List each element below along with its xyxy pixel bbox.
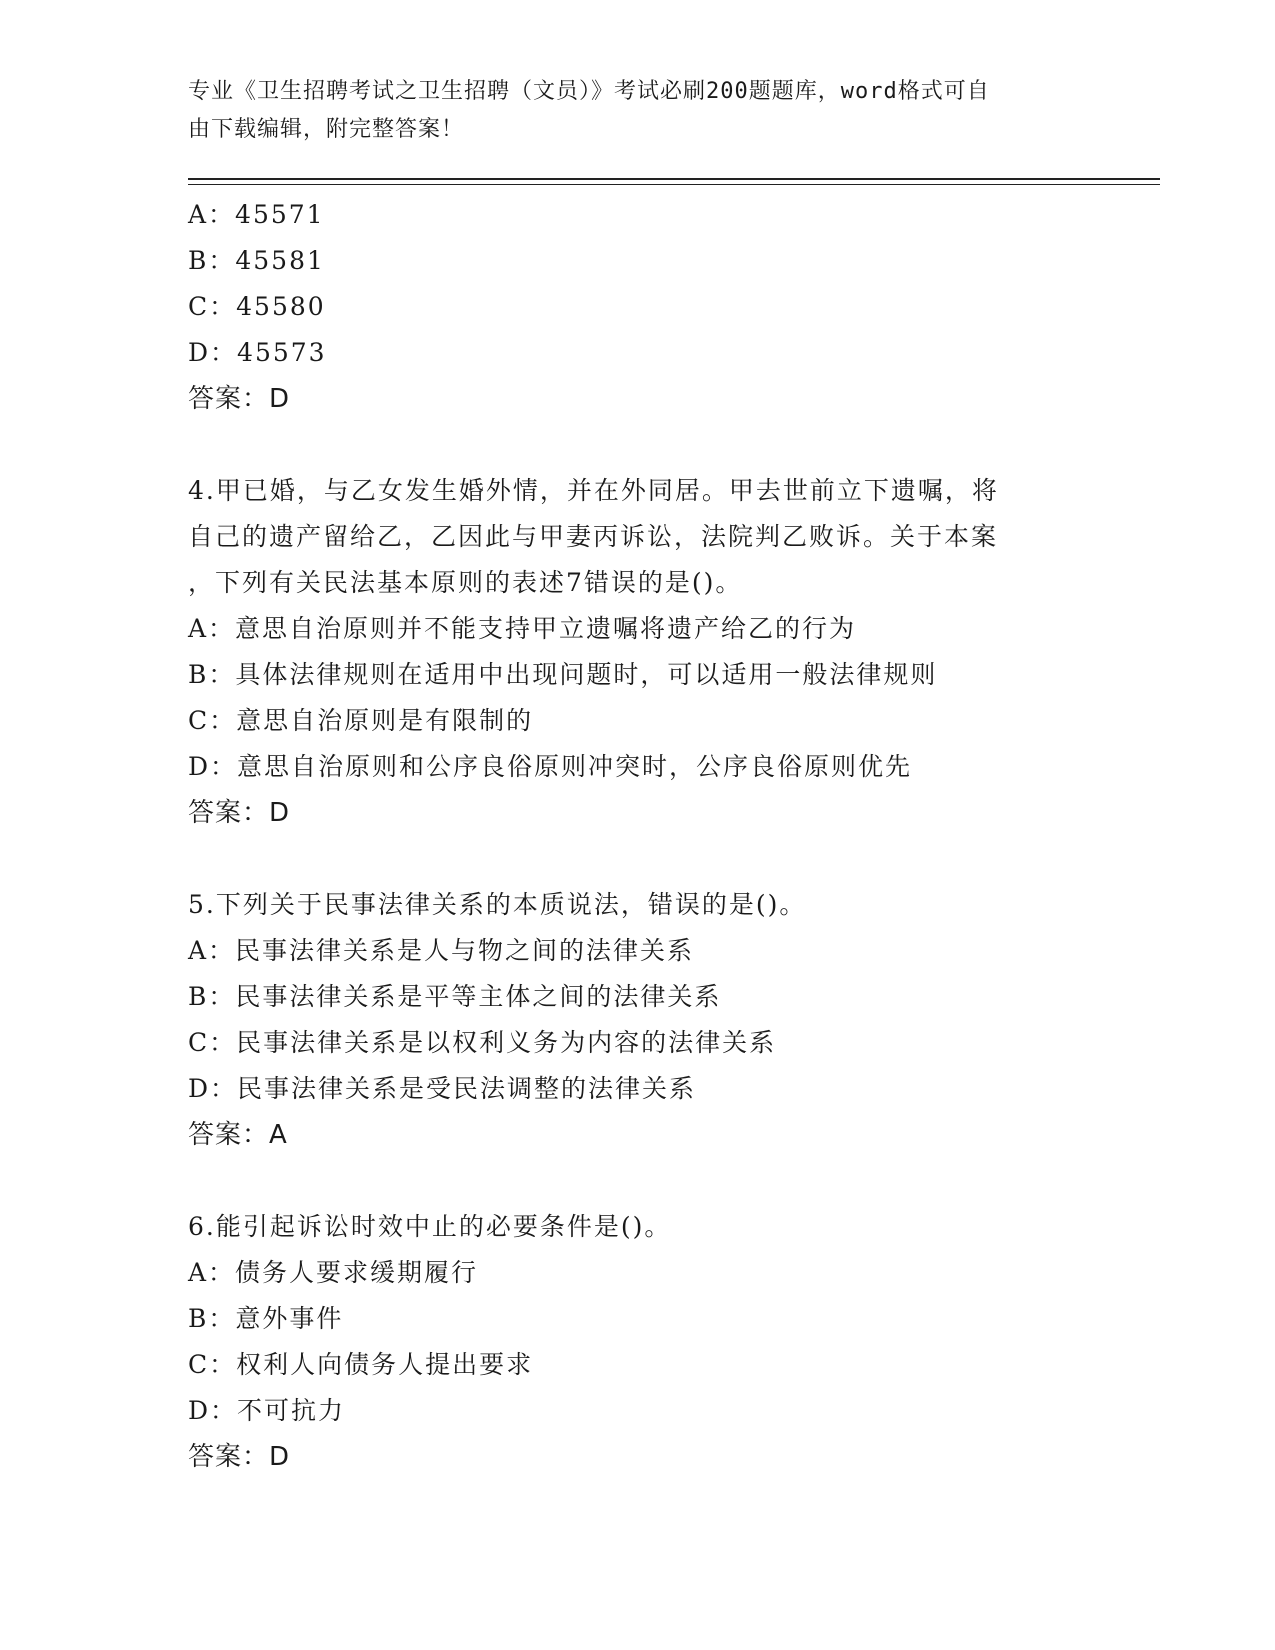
document-body [188, 192, 1088, 1480]
option-d: D：不可抗力 [188, 1396, 346, 1425]
answer: 答案：D [188, 384, 291, 414]
option-d: D：民事法律关系是受民法调整的法律关系 [188, 1074, 697, 1103]
option-b: B：民事法律关系是平等主体之间的法律关系 [188, 982, 722, 1011]
option-a: A：意思自治原则并不能支持甲立遗嘱将遗产给乙的行为 [188, 614, 857, 643]
question-3-partial [188, 192, 1088, 422]
option-c: C：45580 [188, 292, 326, 321]
header-divider [188, 178, 1160, 180]
option-a: A：民事法律关系是人与物之间的法律关系 [188, 936, 695, 965]
option-b: B：具体法律规则在适用中出现问题时，可以适用一般法律规则 [188, 660, 938, 689]
spacer [188, 422, 1088, 468]
spacer [188, 836, 1088, 882]
question-stem-line: 4.甲已婚，与乙女发生婚外情，并在外同居。甲去世前立下遗嘱，将 [188, 476, 999, 505]
question-4 [188, 468, 1088, 836]
option-c: C：权利人向债务人提出要求 [188, 1350, 534, 1379]
document-header [188, 73, 1068, 149]
question-stem-line: 5.下列关于民事法律关系的本质说法，错误的是()。 [188, 890, 807, 919]
question-stem-line: 自己的遗产留给乙，乙因此与甲妻丙诉讼，法院判乙败诉。关于本案 [188, 522, 999, 551]
answer: 答案：D [188, 798, 291, 828]
question-stem-line: ，下列有关民法基本原则的表述7错误的是()。 [188, 568, 743, 597]
spacer [188, 1158, 1088, 1204]
option-b: B：45581 [188, 246, 325, 275]
header-line-2: 由下载编辑，附完整答案！ [188, 117, 465, 142]
option-d: D：意思自治原则和公序良俗原则冲突时，公序良俗原则优先 [188, 752, 913, 781]
header-line-1: 专业《卫生招聘考试之卫生招聘（文员）》考试必刷200题题库，word格式可自 [188, 79, 990, 104]
option-c: C：意思自治原则是有限制的 [188, 706, 534, 735]
answer: 答案：D [188, 1442, 291, 1472]
answer: 答案：A [188, 1120, 288, 1150]
question-6 [188, 1204, 1088, 1480]
option-b: B：意外事件 [188, 1304, 344, 1333]
header-divider-thin [188, 184, 1160, 185]
option-a: A：45571 [188, 200, 325, 229]
option-c: C：民事法律关系是以权利义务为内容的法律关系 [188, 1028, 777, 1057]
question-5 [188, 882, 1088, 1158]
option-a: A：债务人要求缓期履行 [188, 1258, 479, 1287]
option-d: D：45573 [188, 338, 327, 367]
question-stem-line: 6.能引起诉讼时效中止的必要条件是()。 [188, 1212, 672, 1241]
